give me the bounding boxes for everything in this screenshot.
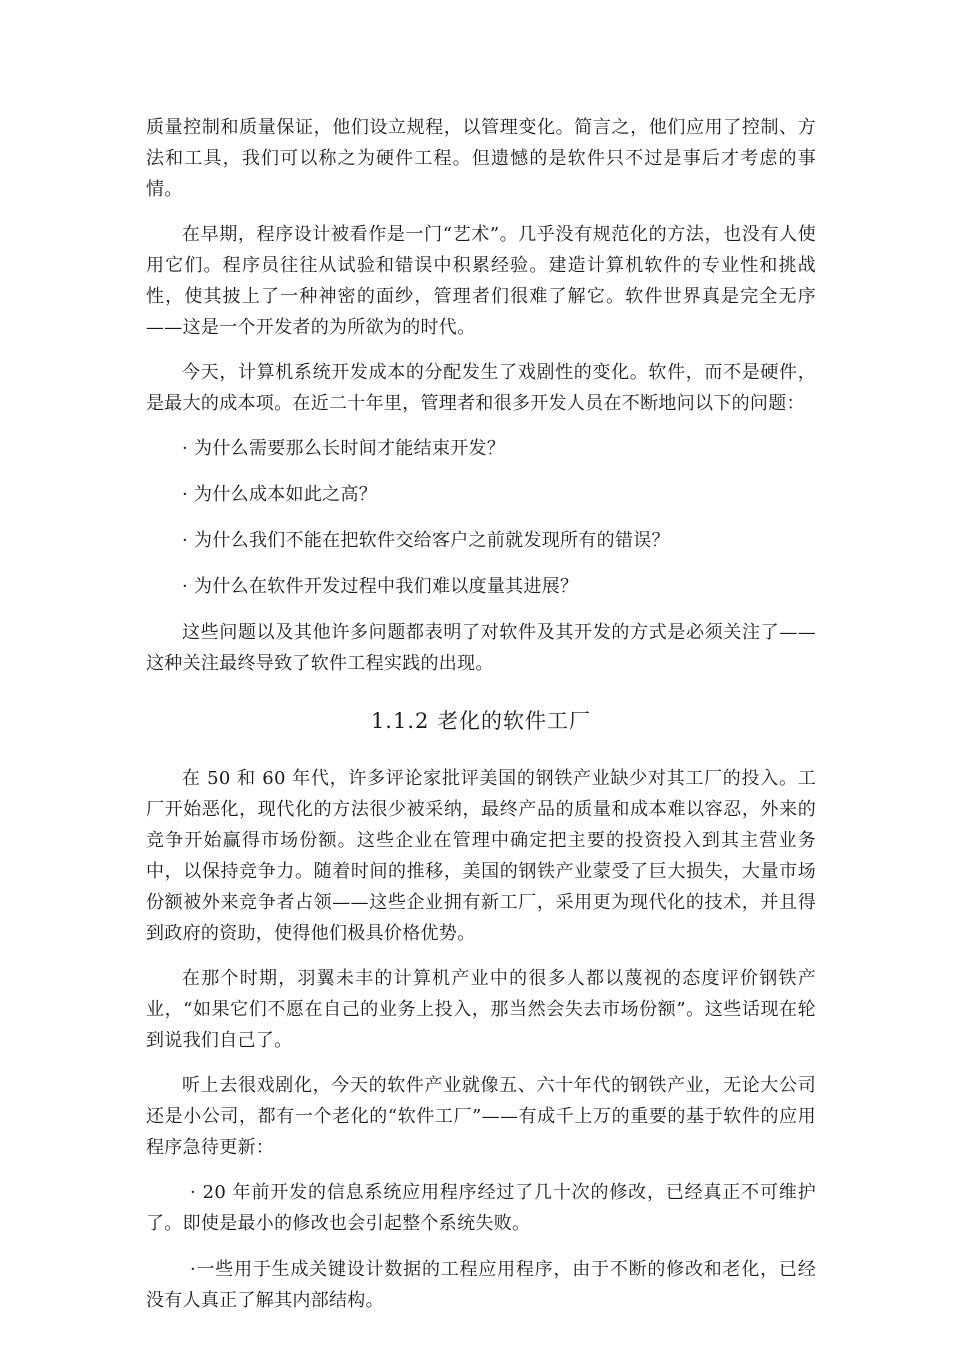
paragraph-early-programming: 在早期，程序设计被看作是一门“艺术”。几乎没有规范化的方法，也没有人使用它们。程序员往往从试验和错误中积累经验。建造计算机软件的专业性和挑战性，使其披上了一种神密的面纱，管理者们很难了解它。软件世界真是完全无序——这是一个开发者的为所欲为的时代。 (146, 224, 816, 338)
document-page (146, 112, 816, 1331)
paragraph-hardware-engineering: 质量控制和质量保证，他们设立规程，以管理变化。简言之，他们应用了控制、方法和工具，我们可以称之为硬件工程。但遗憾的是软件只不过是事后才考虑的事情。 (146, 117, 816, 200)
section-heading: 1.1.2 老化的软件工厂 (370, 709, 592, 733)
question-item: · 为什么需要那么长时间才能结束开发？ (182, 438, 506, 459)
paragraph-software-factory: 听上去很戏剧化，今天的软件产业就像五、六十年代的钢铁产业，无论大公司还是小公司，都有一个老化的“软件工厂”——有成千上万的重要的基于软件的应用程序急待更新： (146, 1075, 816, 1158)
question-item: · 为什么在软件开发过程中我们难以度量其进展？ (182, 576, 579, 597)
list-item: ·一些用于生成关键设计数据的工程应用程序，由于不断的修改和老化，已经没有人真正了解其内部结构。 (146, 1259, 816, 1311)
paragraph-summary: 这些问题以及其他许多问题都表明了对软件及其开发的方式是必须关注了——这种关注最终导致了软件工程实践的出现。 (146, 622, 816, 674)
paragraph-cost-shift: 今天，计算机系统开发成本的分配发生了戏剧性的变化。软件，而不是硬件，是最大的成本项。在近二十年里，管理者和很多开发人员在不断地问以下的问题： (146, 362, 816, 414)
question-item: · 为什么成本如此之高？ (182, 484, 378, 505)
list-item: · 20 年前开发的信息系统应用程序经过了几十次的修改，已经真正不可维护了。即使是最小的修改也会引起整个系统失败。 (146, 1182, 816, 1234)
question-item: · 为什么我们不能在把软件交给客户之前就发现所有的错误？ (182, 530, 670, 551)
paragraph-steel-industry: 在 50 和 60 年代，许多评论家批评美国的钢铁产业缺少对其工厂的投入。工厂开始恶化，现代化的方法很少被采纳，最终产品的质量和成本难以容忍，外来的竞争开始赢得市场份额。这些企业在管理中确定把主要的投资投入到其主营业务中，以保持竞争力。随着时间的推移，美国的钢铁产业蒙受了巨大损失，大量市场份额被外来竞争者占领——这些企业拥有新工厂，采用更为现代化的技术，并且得到政府的资助，使得他们极具价格优势。 (146, 768, 816, 944)
paragraph-computer-industry: 在那个时期，羽翼未丰的计算机产业中的很多人都以蔑视的态度评价钢铁产业，“如果它们不愿在自己的业务上投入，那当然会失去市场份额”。这些话现在轮到说我们自己了。 (146, 968, 816, 1051)
